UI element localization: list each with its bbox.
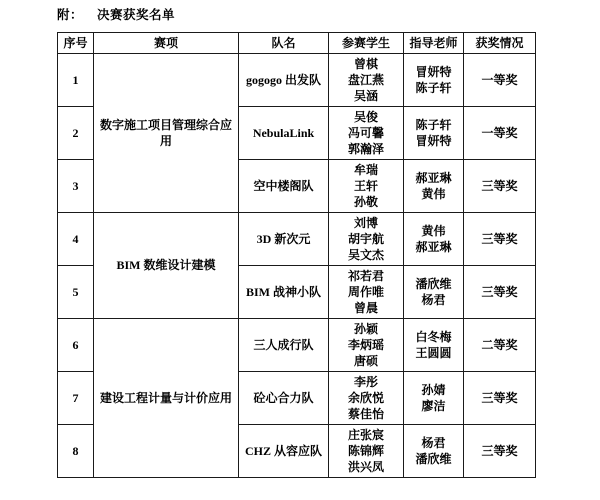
team-name-cell: NebulaLink — [239, 107, 329, 160]
student-name: 胡宇航 — [347, 231, 384, 246]
row-number-cell: 5 — [58, 266, 94, 319]
students-cell — [329, 107, 404, 160]
students-cell — [329, 372, 404, 425]
team-name-cell: CHZ 从容应队 — [239, 425, 329, 478]
page-title — [57, 5, 175, 23]
teacher-name: 廖洁 — [421, 399, 446, 413]
header-event: 赛项 — [94, 33, 239, 54]
teachers-cell — [404, 425, 464, 478]
teacher-name: 陈子轩 — [415, 81, 452, 95]
teacher-name: 郝亚琳 — [415, 240, 452, 254]
student-name: 曾晨 — [353, 301, 378, 316]
award-cell: 三等奖 — [464, 266, 536, 319]
student-name: 祁若君 — [347, 268, 384, 283]
student-name: 余欣悦 — [347, 390, 384, 405]
table-row — [58, 213, 536, 266]
table-row — [58, 319, 536, 372]
teacher-name: 潘欣维 — [415, 276, 452, 291]
row-number-cell: 6 — [58, 319, 94, 372]
teacher-name: 潘欣维 — [415, 452, 452, 466]
award-cell: 三等奖 — [464, 160, 536, 213]
award-cell: 三等奖 — [464, 425, 536, 478]
event-name-cell: 数字施工项目管理综合应用 — [94, 54, 239, 213]
teacher-name: 王圆圆 — [415, 346, 452, 360]
student-name: 陈锦辉 — [347, 443, 384, 458]
student-name: 孙颖 — [353, 321, 378, 336]
row-number-cell: 7 — [58, 372, 94, 425]
teacher-name: 黄伟 — [421, 223, 446, 238]
row-number-cell: 2 — [58, 107, 94, 160]
teachers-cell — [404, 372, 464, 425]
title-label: 附： — [57, 8, 84, 22]
student-name: 洪兴凤 — [347, 460, 384, 475]
award-cell: 三等奖 — [464, 372, 536, 425]
student-name: 刘博 — [353, 215, 378, 230]
student-name: 唐硕 — [353, 354, 378, 369]
awards-table — [57, 32, 536, 478]
teachers-cell — [404, 107, 464, 160]
header-no: 序号 — [58, 33, 94, 54]
student-name: 蔡佳怡 — [347, 407, 384, 422]
row-number-cell: 1 — [58, 54, 94, 107]
teachers-cell — [404, 266, 464, 319]
awards-table-body — [58, 54, 536, 478]
student-name: 李彤 — [353, 374, 378, 389]
header-team: 队名 — [239, 33, 329, 54]
teacher-name: 孙婧 — [421, 382, 446, 397]
student-name: 吴俊 — [353, 109, 378, 124]
student-name: 庄张宸 — [347, 427, 384, 442]
team-name-cell: 3D 新次元 — [239, 213, 329, 266]
students-cell — [329, 319, 404, 372]
student-name: 冯可馨 — [347, 125, 384, 140]
event-name-cell: 建设工程计量与计价应用 — [94, 319, 239, 478]
students-cell — [329, 266, 404, 319]
header-teachers: 指导老师 — [404, 33, 464, 54]
award-cell: 二等奖 — [464, 319, 536, 372]
teacher-name: 陈子轩 — [415, 117, 452, 132]
student-name: 吴文杰 — [347, 248, 384, 263]
team-name-cell: 砼心合力队 — [239, 372, 329, 425]
teachers-cell — [404, 54, 464, 107]
team-name-cell: gogogo 出发队 — [239, 54, 329, 107]
team-name-cell: 空中楼阁队 — [239, 160, 329, 213]
teachers-cell — [404, 319, 464, 372]
teachers-cell — [404, 160, 464, 213]
row-number-cell: 4 — [58, 213, 94, 266]
team-name-cell: 三人成行队 — [239, 319, 329, 372]
teacher-name: 杨君 — [421, 435, 446, 450]
students-cell — [329, 54, 404, 107]
team-name-cell: BIM 战神小队 — [239, 266, 329, 319]
teacher-name: 冒妍特 — [415, 64, 452, 79]
student-name: 曾棋 — [353, 56, 378, 71]
student-name: 周作唯 — [347, 284, 384, 299]
teacher-name: 郝亚琳 — [415, 170, 452, 185]
student-name: 王轩 — [353, 178, 378, 193]
student-name: 李炳瑶 — [347, 337, 384, 352]
students-cell — [329, 425, 404, 478]
student-name: 吴涵 — [353, 89, 378, 104]
students-cell — [329, 160, 404, 213]
event-name-cell: BIM 数维设计建模 — [94, 213, 239, 319]
teachers-cell — [404, 213, 464, 266]
award-cell: 一等奖 — [464, 107, 536, 160]
table-row — [58, 54, 536, 107]
award-cell: 三等奖 — [464, 213, 536, 266]
award-cell: 一等奖 — [464, 54, 536, 107]
header-students: 参赛学生 — [329, 33, 404, 54]
title-text: 决赛获奖名单 — [97, 8, 176, 22]
row-number-cell: 8 — [58, 425, 94, 478]
student-name: 盘江燕 — [347, 72, 384, 87]
row-number-cell: 3 — [58, 160, 94, 213]
teacher-name: 黄伟 — [421, 187, 446, 201]
header-row — [58, 33, 536, 54]
teacher-name: 杨君 — [421, 293, 446, 307]
header-award: 获奖情况 — [464, 33, 536, 54]
student-name: 孙敬 — [353, 195, 378, 210]
teacher-name: 白冬梅 — [415, 329, 452, 344]
teacher-name: 冒妍特 — [415, 134, 452, 148]
student-name: 郭瀚泽 — [347, 142, 384, 157]
student-name: 牟瑞 — [353, 162, 378, 177]
students-cell — [329, 213, 404, 266]
